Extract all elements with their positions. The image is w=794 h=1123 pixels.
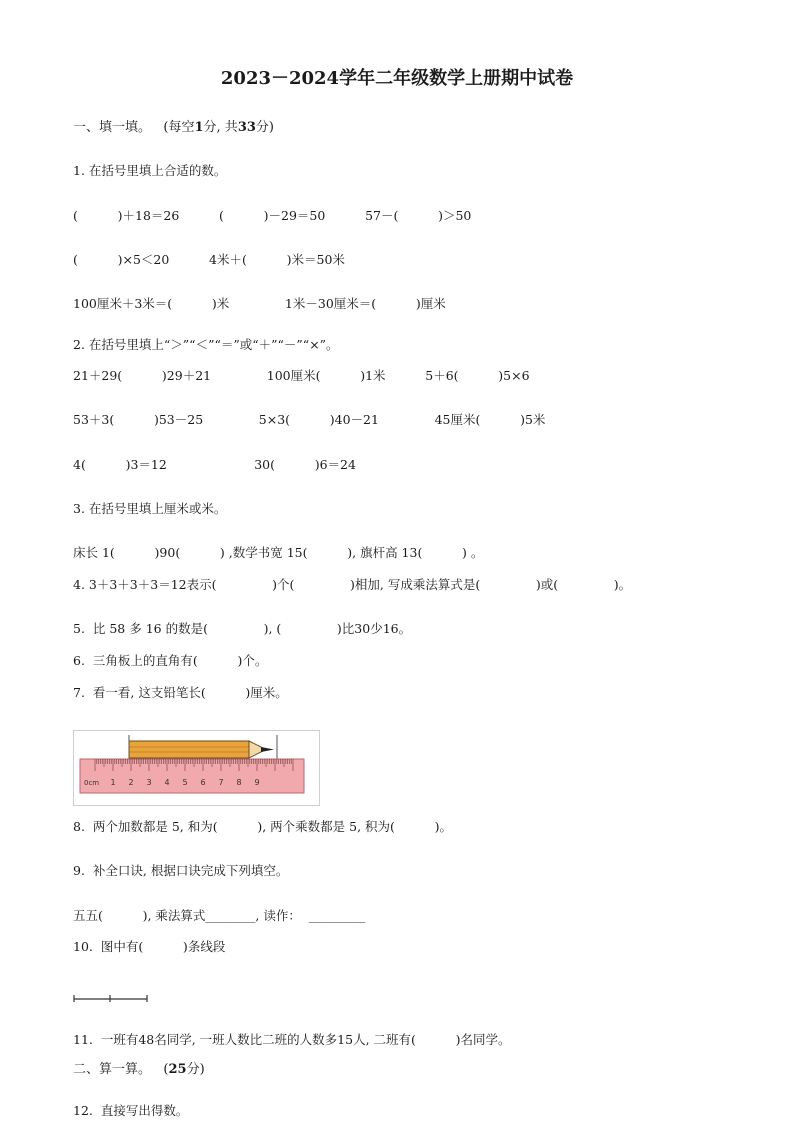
ruler-unit-label: 0cm bbox=[84, 779, 100, 787]
question-2-row-2: 53＋3( )53－25 5×3( )40－21 45厘米( )5米 bbox=[73, 412, 546, 427]
section-2-points-pre: ( bbox=[163, 1062, 169, 1077]
question-6: 6. 三角板上的直角有( )个。 bbox=[73, 653, 268, 668]
ruler-tick-label: 6 bbox=[200, 778, 206, 787]
question-2-row-1: 21＋29( )29＋21 100厘米( )1米 5＋6( )5×6 bbox=[73, 368, 530, 383]
section-1-note-mid: 分, 共 bbox=[203, 120, 238, 135]
question-1-row-3: 100厘米＋3米＝( )米 1米－30厘米＝( )厘米 bbox=[73, 296, 446, 311]
question-12-prompt: 12. 直接写出得数。 bbox=[73, 1103, 189, 1118]
ruler-pencil-image bbox=[74, 731, 319, 805]
question-10: 10. 图中有( )条线段 bbox=[73, 939, 226, 954]
question-1-row-2: ( )×5＜20 4米＋( )米＝50米 bbox=[73, 252, 345, 267]
question-5: 5. 比 58 多 16 的数是( ), ( )比30少16。 bbox=[73, 621, 412, 636]
question-11: 11. 一班有48名同学, 一班人数比二班的人数多15人, 二班有( )名同学。 bbox=[73, 1032, 511, 1047]
ruler-tick-label: 9 bbox=[254, 778, 260, 787]
ruler-tick-label: 5 bbox=[182, 778, 188, 787]
section-1-heading bbox=[73, 120, 274, 136]
question-2-row-3: 4( )3＝12 30( )6＝24 bbox=[73, 457, 356, 472]
question-9-prompt: 9. 补全口诀, 根据口诀完成下列填空。 bbox=[73, 863, 289, 878]
pencil bbox=[129, 741, 274, 758]
section-1-points-each: 1 bbox=[194, 120, 204, 135]
section-2-heading bbox=[73, 1062, 205, 1078]
question-7-prompt: 7. 看一看, 这支铅笔长( )厘米。 bbox=[73, 685, 288, 700]
section-2-points-post: 分) bbox=[186, 1062, 205, 1077]
ruler-tick-label: 3 bbox=[146, 778, 152, 787]
section-1-note-post: 分) bbox=[255, 120, 274, 135]
question-2-prompt: 2. 在括号里填上“＞”“＜”“＝”或“＋”“－”“×”。 bbox=[73, 337, 339, 352]
ruler-tick-label: 8 bbox=[236, 778, 242, 787]
question-1-row-1: ( )＋18＝26 ( )－29＝50 57－( )＞50 bbox=[73, 208, 472, 223]
section-2-total-points: 25 bbox=[168, 1062, 187, 1077]
question-1-prompt: 1. 在括号里填上合适的数。 bbox=[73, 163, 227, 178]
question-8: 8. 两个加数都是 5, 和为( ), 两个乘数都是 5, 积为( )。 bbox=[73, 819, 453, 834]
ruler bbox=[80, 759, 304, 793]
ruler-tick-label: 4 bbox=[164, 778, 170, 787]
ruler-tick-label: 2 bbox=[128, 778, 134, 787]
exam-title: 2023－2024学年二年级数学上册期中试卷 bbox=[220, 68, 574, 89]
section-1-total-points: 33 bbox=[237, 120, 256, 135]
ruler-pencil-figure bbox=[73, 730, 320, 806]
question-9-row: 五五( ), 乘法算式________, 读作： _________ bbox=[73, 908, 366, 923]
ruler-tick-label: 1 bbox=[110, 778, 116, 787]
line-segment-figure bbox=[73, 990, 148, 997]
section-1-note-pre: (每空 bbox=[163, 120, 195, 135]
section-2-number: 二、算一算。 bbox=[73, 1062, 152, 1077]
question-3-row: 床长 1( )90( ) ,数学书宽 15( ), 旗杆高 13( ) 。 bbox=[73, 545, 484, 560]
section-1-number: 一、填一填。 bbox=[73, 120, 152, 135]
question-3-prompt: 3. 在括号里填上厘米或米。 bbox=[73, 501, 227, 516]
ruler-tick-label: 7 bbox=[218, 778, 224, 787]
question-4: 4. 3＋3＋3＋3＝12表示( )个( )相加, 写成乘法算式是( )或( )。 bbox=[73, 577, 632, 592]
